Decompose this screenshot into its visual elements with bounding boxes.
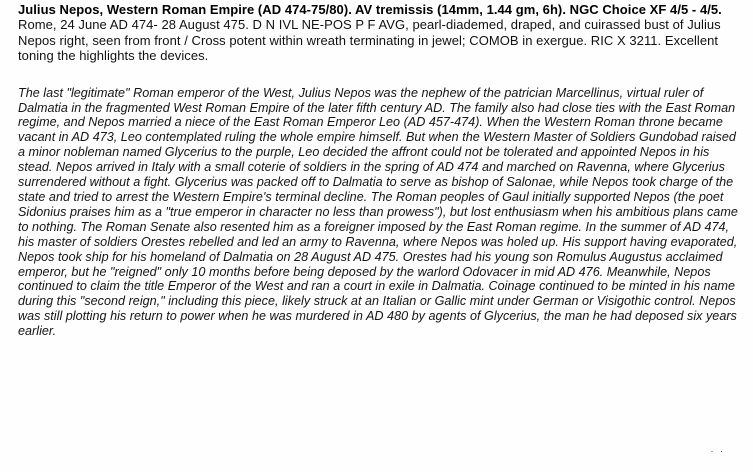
coin-description: Rome, 24 June AD 474- 28 August 475. D N IVL NE-POS P F AVG, pearl-diademed, draped, and cuirassed bust of Julius Nepos right, seen from front / Cross potent within wreath terminating in jewel; COMOB in exergue. RIC X 3211. Excellent toning the highlights the devices. — [18, 17, 721, 64]
scan-specks-decoration: · · — [710, 446, 725, 456]
grade-label: NGC Choice XF 4/5 - 4/5. — [569, 2, 722, 17]
listing-header — [18, 2, 743, 64]
coin-title: Julius Nepos, Western Roman Empire (AD 474-75/80). AV tremissis (14mm, 1.44 gm, 6h). — [18, 2, 566, 17]
history-paragraph: The last "legitimate" Roman emperor of the West, Julius Nepos was the nephew of the patrician Marcellinus, virtual ruler of Dalmatia in the fragmented West Roman Empire of the later fifth century AD. The family also had close ties with the East Roman regime, and Nepos married a niece of the East Roman Emperor Leo (AD 457-474). When the Western Roman throne became vacant in AD 473, Leo contemplated ruling the whole empire himself. But when the Western Master of Soldiers Gundobad raised a minor nobleman named Glycerius to the purple, Leo decided the affront could not be tolerated and appointed Nepos in his stead. Nepos arrived in Italy with a small coterie of soldiers in the spring of AD 474 and marched on Ravenna, where Glycerius surrendered without a fight. Glycerius was packed off to Dalmatia to serve as bishop of Salonae, while Nepos took charge of the state and tried to arrest the Western Empire's terminal decline. The Roman peoples of Gaul initially supported Nepos (the poet Sidonius praises him as a "true emperor in character no less than prowess"), but lost enthusiasm when his ambitious plans came to nothing. The Roman Senate also resented him as a foreigner imposed by the East Roman regime. In the summer of AD 474, his master of soldiers Orestes rebelled and led an army to Ravenna, where Nepos was holed up. His support having evaporated, Nepos took ship for his homeland of Dalmatia on 28 August AD 475. Orestes had his young son Romulus Augustus acclaimed emperor, but he "reigned" only 10 months before being deposed by the warlord Odovacer in mid AD 476. Meanwhile, Nepos continued to claim the title Emperor of the West and ran a court in exile in Dalmatia. Coinage continued to be minted in his name during this "second reign," including this piece, likely struck at an Italian or Gallic mint under German or Visigothic control. Nepos was still plotting his return to power when he was murdered in AD 480 by agents of Glycerius, the man he had deposed six years earlier. — [18, 85, 738, 339]
